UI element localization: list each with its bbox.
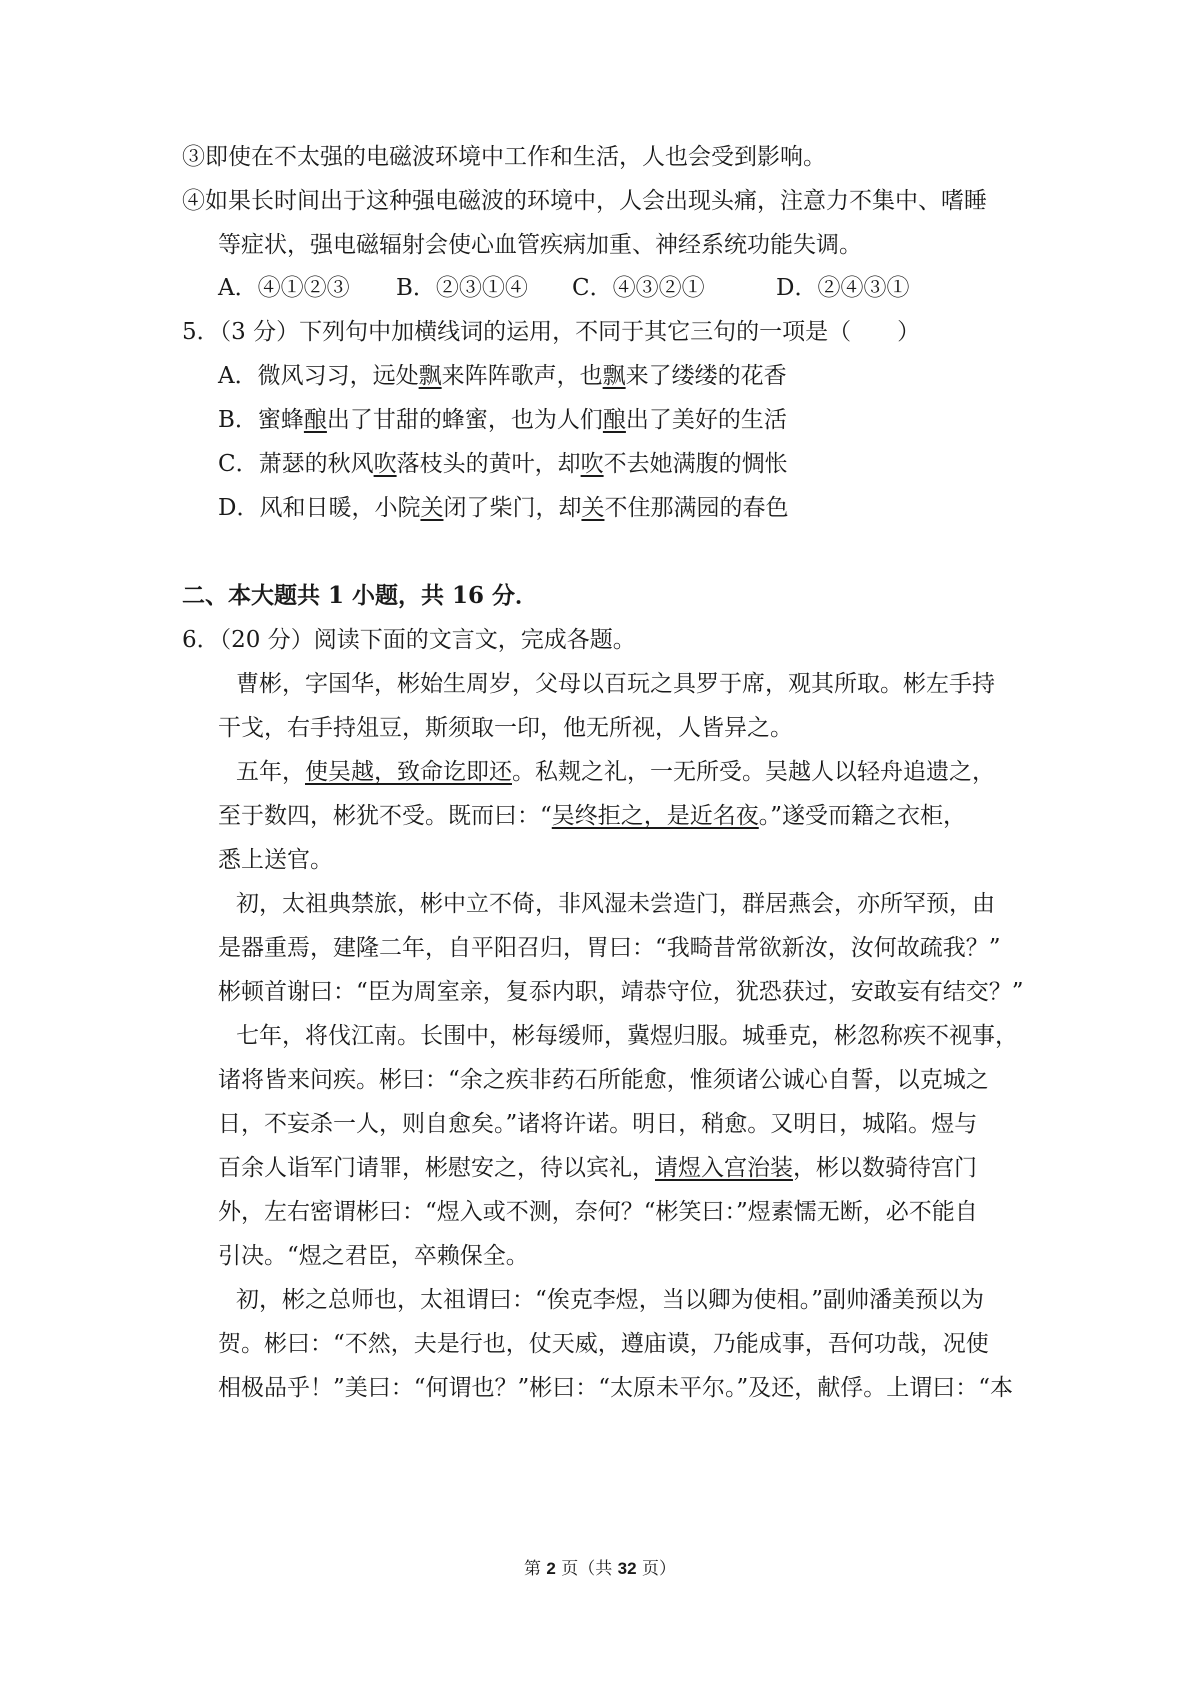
q5-a-text: A．微风习习，远处 — [218, 363, 419, 389]
underlined-sentence: 吴终拒之，是近名夜 — [551, 803, 759, 829]
passage-text: 至于数四，彬犹不受。既而曰：“ — [218, 803, 552, 829]
q5-d-text: 闭了柴门，却 — [443, 495, 582, 521]
underlined-word: 飘 — [602, 363, 626, 389]
passage-p5-line3: 相极品乎！”美曰：“何谓也？”彬曰：“太原未平尔。”及还，献俘。上谓曰：“本 — [218, 1375, 1014, 1401]
q5-d-text: 不住那满园的春色 — [604, 495, 789, 521]
q4-option-a: A．④①②③ — [218, 275, 350, 301]
passage-p3-line3: 彬顿首谢曰：“臣为周室亲，复忝内职，靖恭守位，犹恐获过，安敢妄有结交？” — [218, 979, 1024, 1005]
q6-stem: 6．（20 分）阅读下面的文言文，完成各题。 — [182, 627, 636, 653]
q5-c-text: 落枝头的黄叶，却 — [396, 451, 581, 477]
underlined-word: 吹 — [373, 451, 397, 477]
passage-text: 百余人诣军门请罪，彬慰安之，待以宾礼， — [218, 1155, 655, 1181]
footer-total-pages: 32 — [617, 1559, 637, 1578]
q4-option-c: C．④③②① — [572, 275, 705, 301]
passage-p4-line1: 七年，将伐江南。长围中，彬每缓师，冀煜归服。城垂克，彬忽称疾不视事， — [236, 1023, 1018, 1049]
passage-p4-line2: 诸将皆来问疾。彬曰：“余之疾非药石所能愈，惟须诸公诚心自誓，以克城之 — [218, 1067, 989, 1093]
section-2-heading: 二、本大题共 1 小题，共 16 分． — [182, 582, 539, 609]
q5-c-text: C．萧瑟的秋风 — [218, 451, 374, 477]
q4-option-d: D．②④③① — [776, 275, 910, 301]
passage-p4-line5: 外，左右密谓彬曰：“煜入或不测，奈何？“彬笑曰：”煜素懦无断，必不能自 — [218, 1199, 978, 1225]
footer-text: 第 — [523, 1559, 547, 1579]
passage-p2-line2 — [0, 796, 1200, 836]
underlined-word: 关 — [420, 495, 444, 521]
underlined-word: 关 — [581, 495, 605, 521]
q4-option-b: B．②③①④ — [396, 275, 528, 301]
passage-p1-line2: 干戈，右手持俎豆，斯须取一印，他无所视，人皆异之。 — [218, 715, 793, 741]
footer-text: 页） — [636, 1559, 676, 1579]
q5-a-text: 来阵阵歌声，也 — [441, 363, 603, 389]
passage-text: 。私觌之礼，一无所受。吴越人以轻舟追遗之， — [512, 759, 995, 785]
passage-p2-line3: 悉上送官。 — [218, 847, 333, 873]
passage-p2-line1 — [0, 752, 1200, 792]
passage-p4-line6: 引决。“煜之君臣，卒赖保全。 — [218, 1243, 529, 1269]
q5-b-text: 出了甘甜的蜂蜜，也为人们 — [326, 407, 603, 433]
q5-option-b — [0, 400, 1200, 440]
q5-b-text: B．蜜蜂 — [218, 407, 304, 433]
passage-text: 五年， — [236, 759, 305, 785]
passage-p5-line1: 初，彬之总师也，太祖谓曰：“俟克李煜，当以卿为使相。”副帅潘美预以为 — [236, 1287, 985, 1313]
q5-d-text: D．风和日暖，小院 — [218, 495, 421, 521]
q5-option-c — [0, 444, 1200, 484]
q4-item-4-line2: 等症状，强电磁辐射会使心血管疾病加重、神经系统功能失调。 — [218, 232, 862, 258]
passage-p3-line2: 是器重焉，建隆二年，自平阳召归，胃曰：“我畸昔常欲新汝，汝何故疏我？” — [218, 935, 1001, 961]
passage-p5-line2: 贺。彬曰：“不然，夫是行也，仗天威，遵庙谟，乃能成事，吾何功哉，况使 — [218, 1331, 989, 1357]
footer-text: 页（共 — [555, 1559, 618, 1579]
q4-options — [0, 268, 1200, 308]
passage-p1-line1: 曹彬，字国华，彬始生周岁，父母以百玩之具罗于席，观其所取。彬左手持 — [236, 671, 995, 697]
q4-item-3: ③即使在不太强的电磁波环境中工作和生活，人也会受到影响。 — [182, 144, 826, 170]
passage-p4-line4 — [0, 1148, 1200, 1188]
q5-b-text: 出了美好的生活 — [625, 407, 787, 433]
q4-item-4-line1: ④如果长时间出于这种强电磁波的环境中，人会出现头痛，注意力不集中、嗜睡 — [182, 188, 987, 214]
underlined-word: 飘 — [418, 363, 442, 389]
q5-c-text: 不去她满腹的惆怅 — [603, 451, 788, 477]
q5-a-text: 来了缕缕的花香 — [625, 363, 787, 389]
q5-option-d — [0, 488, 1200, 528]
passage-p3-line1: 初，太祖典禁旅，彬中立不倚，非风湿未尝造门，群居燕会，亦所罕预，由 — [236, 891, 995, 917]
passage-p4-line3: 日，不妄杀一人，则自愈矣。”诸将许诺。明日，稍愈。又明日，城陷。煜与 — [218, 1111, 978, 1137]
underlined-word: 吹 — [580, 451, 604, 477]
page-footer — [0, 1557, 1200, 1581]
underlined-word: 酿 — [303, 407, 327, 433]
passage-text: ，彬以数骑待宫门 — [793, 1155, 977, 1181]
underlined-sentence: 请煜入宫治装 — [655, 1155, 793, 1181]
underlined-sentence: 使吴越，致命讫即还 — [305, 759, 512, 785]
passage-text: 。”遂受而籍之衣柜， — [758, 803, 967, 829]
footer-page-number: 2 — [546, 1559, 556, 1578]
q5-stem: 5．（3 分）下列句中加横线词的运用，不同于其它三句的一项是（ ） — [182, 319, 921, 345]
underlined-word: 酿 — [602, 407, 626, 433]
q5-option-a — [0, 356, 1200, 396]
